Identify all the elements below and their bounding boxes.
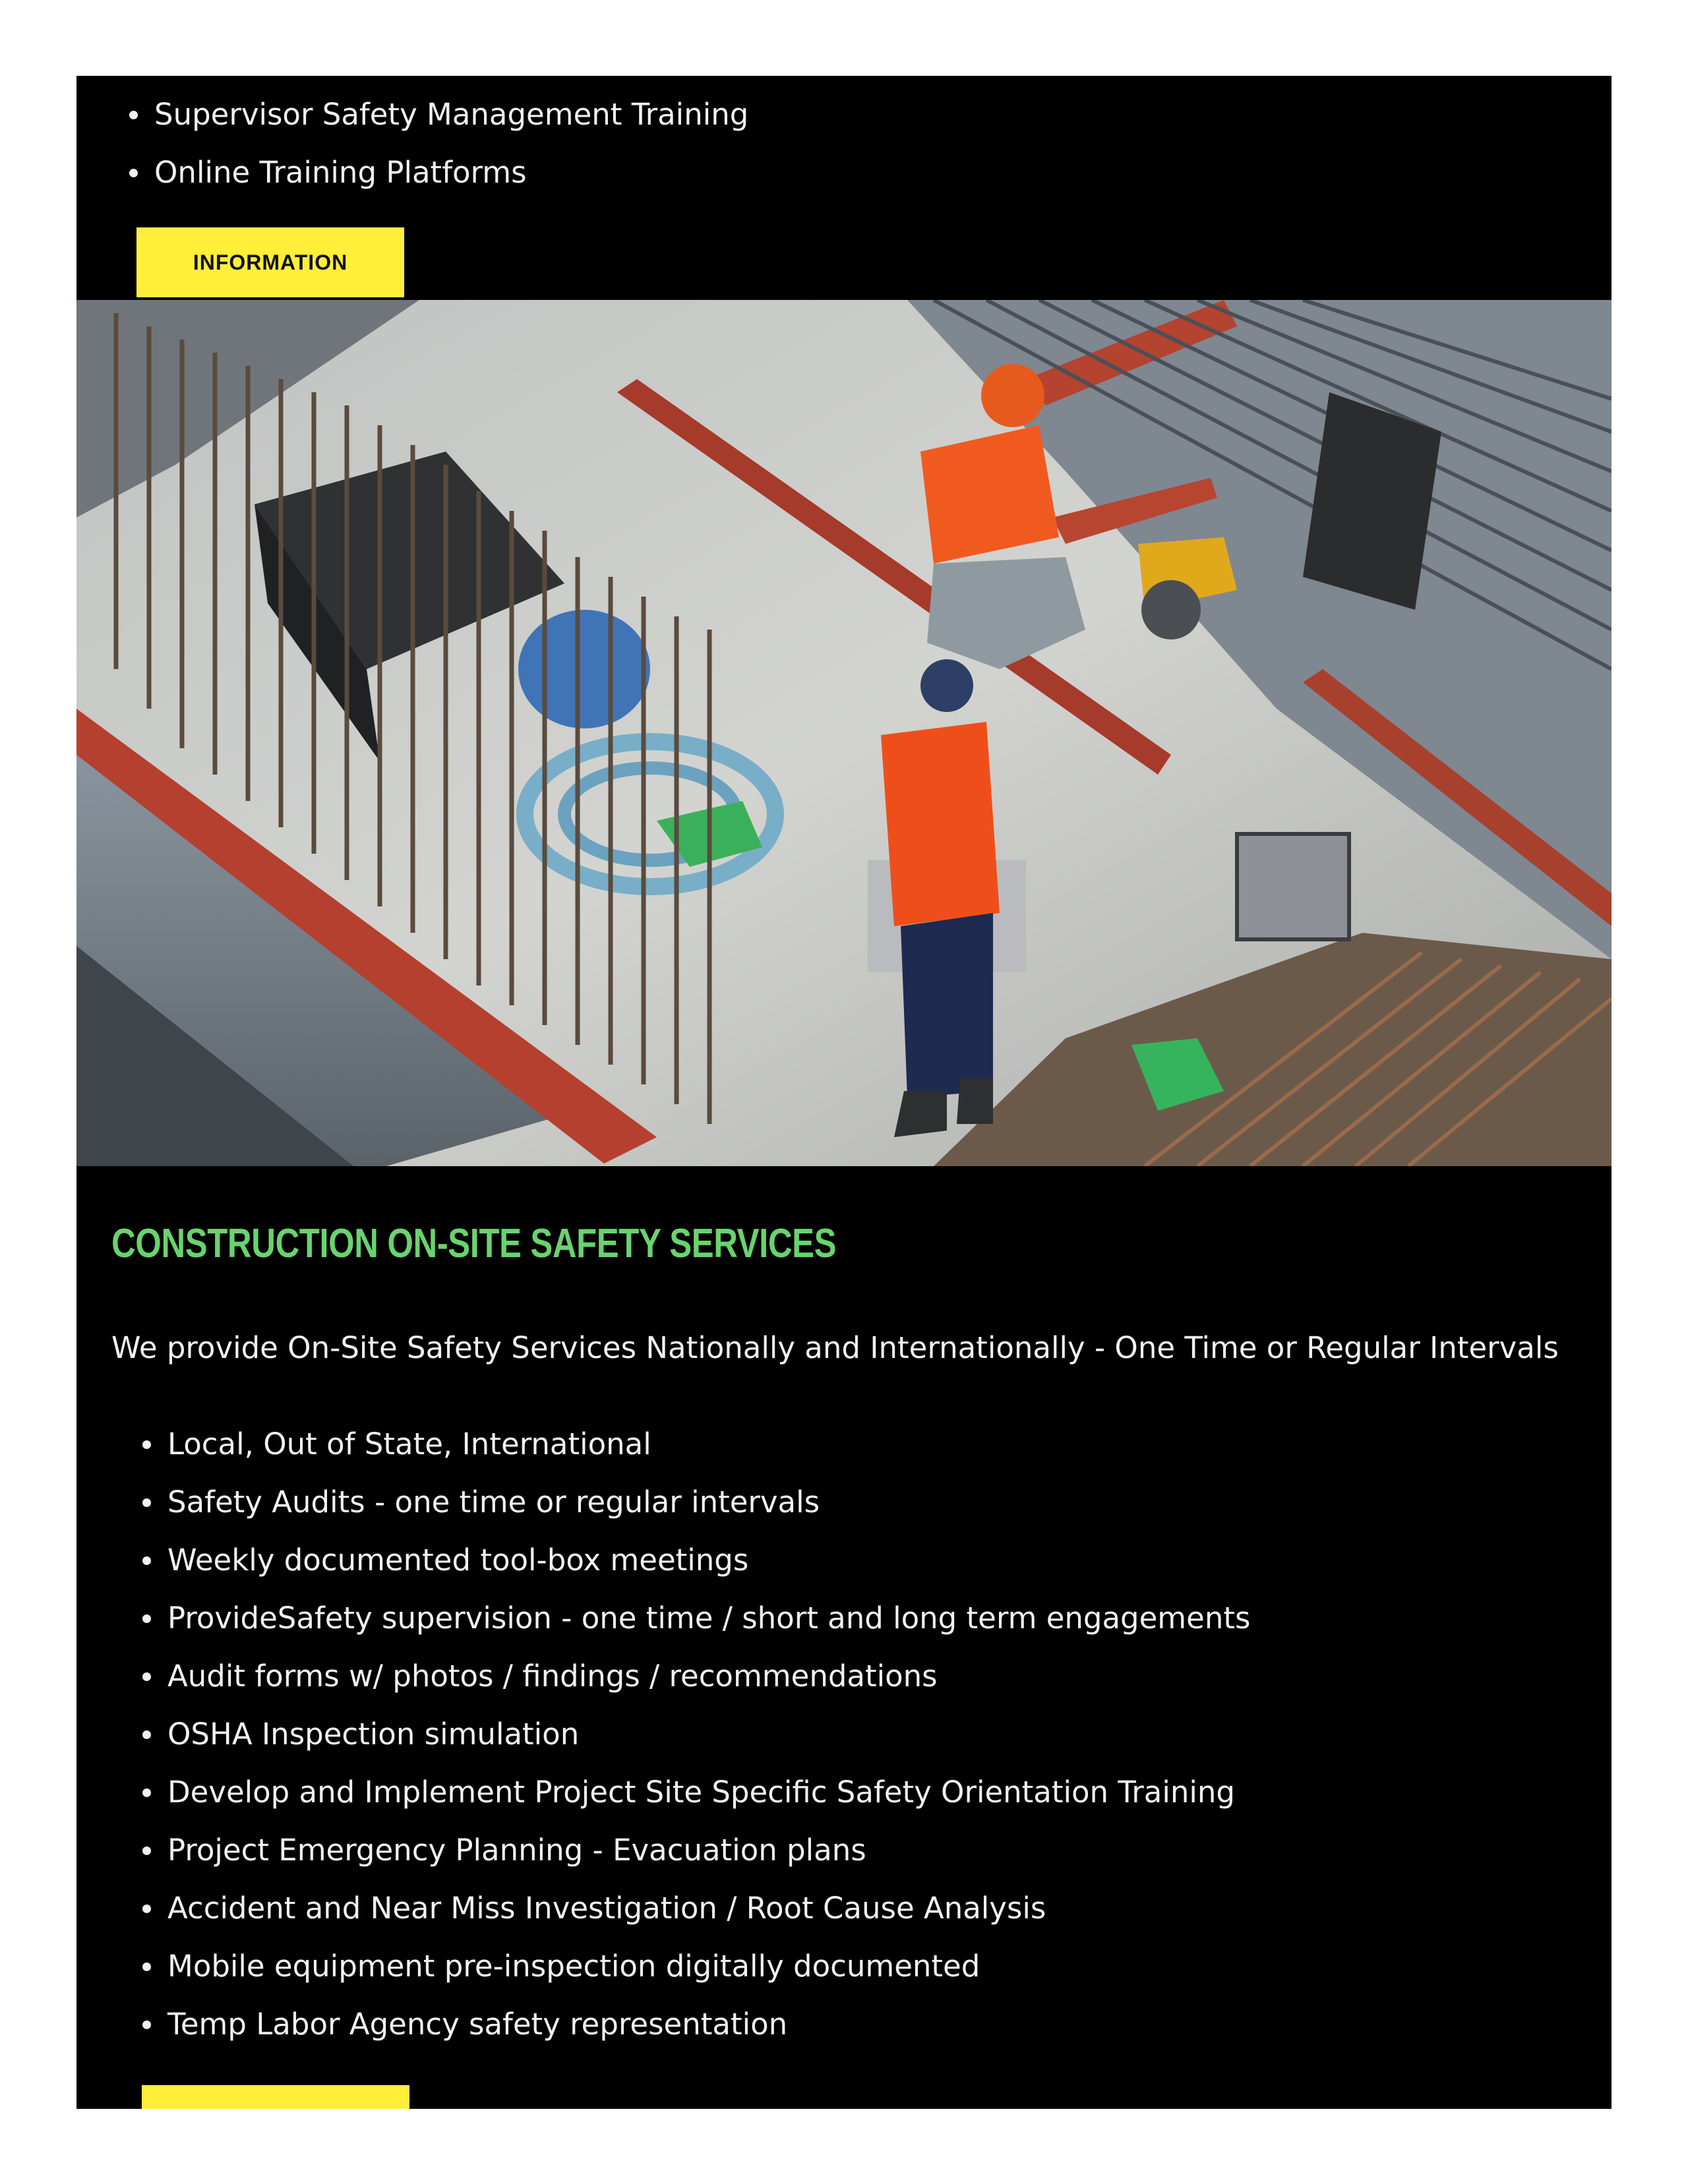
list-item: Local, Out of State, International <box>167 1415 1250 1473</box>
list-item: Safety Audits - one time or regular intervals <box>167 1473 1250 1531</box>
list-item: Accident and Near Miss Investigation / Root Cause Analysis <box>167 1879 1250 1937</box>
list-item: Supervisor Safety Management Training <box>154 86 748 144</box>
list-item: Online Training Platforms <box>154 144 748 202</box>
list-item: Weekly documented tool-box meetings <box>167 1531 1250 1589</box>
services-list <box>76 1415 1250 2053</box>
list-item: Temp Labor Agency safety representation <box>167 1995 1250 2053</box>
list-item: Audit forms w/ photos / findings / recommendations <box>167 1647 1250 1705</box>
list-item: Mobile equipment pre-inspection digitally documented <box>167 1937 1250 1995</box>
section-title: CONSTRUCTION ON-SITE SAFETY SERVICES <box>111 1221 837 1266</box>
training-list <box>76 86 748 202</box>
list-item: Develop and Implement Project Site Specific Safety Orientation Training <box>167 1763 1250 1821</box>
list-item: OSHA Inspection simulation <box>167 1705 1250 1763</box>
services-button[interactable] <box>142 2085 409 2109</box>
section-intro: We provide On-Site Safety Services Nationally and Internationally - One Time or Regular Intervals <box>111 1330 1559 1365</box>
construction-site-photo <box>76 300 1612 1166</box>
list-item: Project Emergency Planning - Evacuation plans <box>167 1821 1250 1879</box>
information-button[interactable]: INFORMATION <box>136 227 404 297</box>
content-panel <box>76 76 1612 2109</box>
list-item: ProvideSafety supervision - one time / short and long term engagements <box>167 1589 1250 1647</box>
